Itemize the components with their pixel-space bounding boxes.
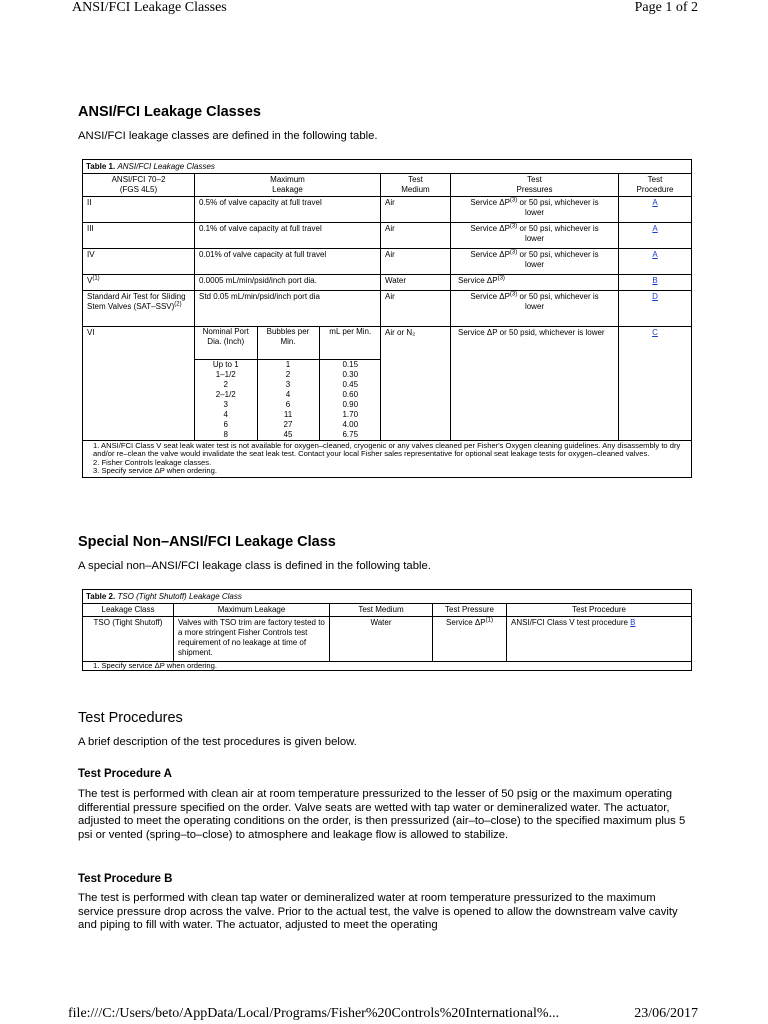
cell-pressure: Service ΔP$^{(1)}$ bbox=[433, 617, 507, 662]
table-note: 1. ANSI/FCI Class V seat leak water test is not available for oxygen–cleaned, cryogenic or any valves cleaned per Fisher's Oxygen cleaning guidelines. Any disassembly to dry and/or re–clean the valve would invalidate the seat leak test. Contact your local Fisher sales representative for optional seat leakage tests for oxygen–cleaned valves. bbox=[93, 441, 681, 459]
table-note: 1. Specify service ΔP when ordering. bbox=[83, 662, 692, 671]
cell-class: IV bbox=[83, 249, 195, 275]
table-tso-leakage bbox=[82, 589, 692, 671]
col-header-medium: Test Medium bbox=[381, 174, 451, 197]
sub-header-port-dia: Nominal Port Dia. (Inch) bbox=[195, 327, 257, 360]
cell-medium: Air bbox=[381, 291, 451, 327]
procedure-b-link[interactable]: B bbox=[630, 618, 636, 627]
col-header-test-medium: Test Medium bbox=[330, 604, 433, 617]
port-dia-list: Up to 1 1–1/2 2 2–1/2 3 4 6 8 bbox=[195, 360, 257, 441]
procedure-c-link[interactable]: C bbox=[652, 328, 658, 337]
cell-procedure bbox=[619, 249, 692, 275]
table-header-row bbox=[83, 174, 692, 197]
cell-procedure: ANSI/FCI Class V test procedure B bbox=[507, 617, 692, 662]
cell-procedure bbox=[619, 275, 692, 291]
procedure-b-title: Test Procedure B bbox=[78, 873, 173, 885]
table-row-class-vi bbox=[83, 327, 692, 441]
col-header-leakage: Maximum Leakage bbox=[195, 174, 381, 197]
cell-class: TSO (Tight Shutoff) bbox=[83, 617, 174, 662]
table-caption bbox=[83, 160, 692, 174]
cell-procedure bbox=[619, 291, 692, 327]
col-header-test-pressure: Test Pressure bbox=[433, 604, 507, 617]
ml-list: 0.15 0.30 0.45 0.60 0.90 1.70 4.00 6.75 bbox=[319, 360, 381, 441]
table-row bbox=[83, 249, 692, 275]
cell-leakage: 0.5% of valve capacity at full travel bbox=[195, 197, 381, 223]
table-row bbox=[83, 223, 692, 249]
cell-medium: Water bbox=[381, 275, 451, 291]
cell-leakage: Std 0.05 mL/min/psid/inch port dia bbox=[195, 291, 381, 327]
cell-leakage: Valves with TSO trim are factory tested to a more stringent Fisher Controls test requirement of no leakage at time of shipment. bbox=[174, 617, 330, 662]
cell-medium: Air bbox=[381, 249, 451, 275]
cell-class: II bbox=[83, 197, 195, 223]
cell-class: III bbox=[83, 223, 195, 249]
section-intro-ansi-fci: ANSI/FCI leakage classes are defined in the following table. bbox=[78, 130, 378, 142]
table-header-row bbox=[83, 604, 692, 617]
print-header bbox=[72, 0, 698, 18]
sub-header-ml: mL per Min. bbox=[319, 327, 381, 360]
cell-medium: Air bbox=[381, 197, 451, 223]
col-header-leakage-class: Leakage Class bbox=[83, 604, 174, 617]
cell-pressure: Service ΔP$^{(3)}$ or 50 psi, whichever is lower bbox=[451, 249, 619, 275]
table-caption-title: ANSI/FCI Leakage Classes bbox=[117, 162, 215, 171]
procedure-a-link[interactable]: A bbox=[652, 198, 658, 207]
cell-procedure bbox=[619, 197, 692, 223]
section-heading-test-procedures: Test Procedures bbox=[78, 710, 183, 726]
procedure-a-title: Test Procedure A bbox=[78, 768, 172, 780]
bubbles-list: 1 2 3 4 6 11 27 45 bbox=[257, 360, 319, 441]
cell-medium: Water bbox=[330, 617, 433, 662]
cell-class: VI bbox=[83, 327, 195, 441]
print-footer-date: 23/06/2017 bbox=[634, 1006, 698, 1021]
section-intro-special: A special non–ANSI/FCI leakage class is defined in the following table. bbox=[78, 560, 431, 572]
cell-pressure: Service ΔP$^{(3)}$ bbox=[451, 275, 619, 291]
procedure-d-link[interactable]: D bbox=[652, 292, 658, 301]
print-header-title: ANSI/FCI Leakage Classes bbox=[72, 0, 227, 15]
table-row bbox=[83, 617, 692, 662]
col-header-max-leakage: Maximum Leakage bbox=[174, 604, 330, 617]
procedure-a-link[interactable]: A bbox=[652, 224, 658, 233]
table-caption bbox=[83, 590, 692, 604]
table-row bbox=[83, 291, 692, 327]
cell-class: Standard Air Test for Sliding Stem Valves $(SAT-SSV)^{(2)}$ bbox=[83, 291, 195, 327]
cell-medium: Air or N₂ bbox=[381, 327, 451, 441]
sub-header-bubbles: Bubbles per Min. bbox=[257, 327, 319, 360]
table-notes bbox=[83, 441, 692, 478]
procedure-a-text: The test is performed with clean air at room temperature pressurized to the lesser of 50 psig or the maximum operating differential pressure specified on the order. Valve seats are wetted with tap water or demineralized water. The actuator, adjusted to meet the operating conditions on the order, is then pressurized (air–to–close) to the specified maximum plus 5 psi or vented (spring–to–close) to atmosphere and leakage flow is allowed to stabilize. bbox=[78, 788, 686, 841]
print-header-page: Page 1 of 2 bbox=[634, 0, 698, 15]
table-caption-title: TSO (Tight Shutoff) Leakage Class bbox=[117, 592, 242, 601]
col-header-test-procedure: Test Procedure bbox=[507, 604, 692, 617]
print-footer bbox=[68, 1006, 698, 1024]
table-caption-label: Table 2. bbox=[86, 592, 116, 601]
cell-procedure bbox=[619, 327, 692, 441]
procedure-b-text: The test is performed with clean tap water or demineralized water at room temperature pressurized to the maximum service pressure drop across the valve. Prior to the actual test, the valve is opened to allow the downstream valve cavity and piping to fill with water. The actuator, adjusted to meet the operating bbox=[78, 892, 678, 932]
cell-pressure: Service ΔP$^{(3)}$ or 50 psi, whichever is lower bbox=[451, 223, 619, 249]
cell-leakage: 0.01% of valve capacity at full travel bbox=[195, 249, 381, 275]
cell-pressure: Service ΔP$^{(3)}$ or 50 psi, whichever is lower bbox=[451, 197, 619, 223]
class-vi-subtable bbox=[195, 327, 381, 440]
print-footer-path: file:///C:/Users/beto/AppData/Local/Programs/Fisher%20Controls%20International%... bbox=[68, 1006, 560, 1021]
procedure-b-link[interactable]: B bbox=[652, 276, 658, 285]
cell-leakage: 0.1% of valve capacity at full travel bbox=[195, 223, 381, 249]
cell-leakage: 0.0005 mL/min/psid/inch port dia. bbox=[195, 275, 381, 291]
table-caption-label: Table 1. bbox=[86, 162, 116, 171]
cell-pressure: Service ΔP$^{(3)}$ or 50 psi, whichever is lower bbox=[451, 291, 619, 327]
col-header-procedure: Test Procedure bbox=[619, 174, 692, 197]
section-heading-ansi-fci: ANSI/FCI Leakage Classes bbox=[78, 104, 261, 120]
section-heading-special: Special Non–ANSI/FCI Leakage Class bbox=[78, 534, 336, 550]
table-row bbox=[83, 197, 692, 223]
cell-class: $V^{(1)}$ bbox=[83, 275, 195, 291]
procedure-a-link[interactable]: A bbox=[652, 250, 658, 259]
table-note: 3. Specify service ΔP when ordering. bbox=[93, 466, 217, 476]
table-ansi-fci-leakage bbox=[82, 159, 692, 478]
col-header-class: ANSI/FCI 70–2 (FGS 4L5) bbox=[83, 174, 195, 197]
cell-medium: Air bbox=[381, 223, 451, 249]
cell-procedure bbox=[619, 223, 692, 249]
cell-pressure: Service ΔP or 50 psid, whichever is lower bbox=[451, 327, 619, 441]
table-note: 2. Fisher Controls leakage classes. bbox=[93, 457, 212, 467]
col-header-pressures: Test Pressures bbox=[451, 174, 619, 197]
section-intro-test-procedures: A brief description of the test procedures is given below. bbox=[78, 736, 357, 748]
table-row bbox=[83, 275, 692, 291]
cell-class-vi-subtable bbox=[195, 327, 381, 441]
